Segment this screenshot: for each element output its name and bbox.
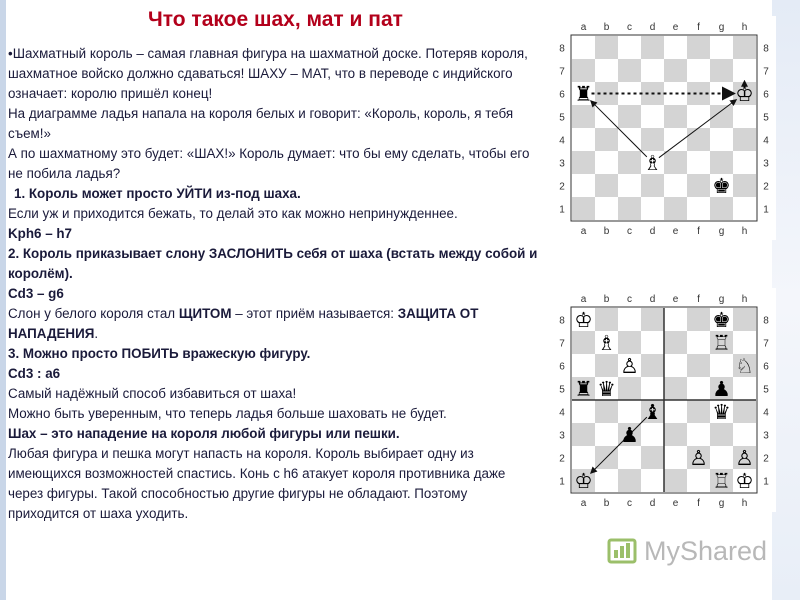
paragraph: Шах – это нападение на короля любой фигуры или пешки. <box>8 426 400 441</box>
rank-label: 1 <box>763 204 769 216</box>
black-queen-piece: ♛ <box>597 377 616 402</box>
rank-label: 4 <box>559 135 565 147</box>
file-label: g <box>718 294 725 305</box>
dark-square <box>664 105 687 128</box>
dark-square <box>664 197 687 220</box>
file-label: g <box>718 22 725 33</box>
file-label: e <box>672 226 679 237</box>
dark-square <box>572 105 595 128</box>
dark-square <box>595 36 618 59</box>
white-bishop-piece: ♗ <box>643 151 662 176</box>
rank-label: 2 <box>763 453 769 465</box>
light-square <box>641 423 664 446</box>
dark-square <box>595 128 618 151</box>
dark-square <box>641 128 664 151</box>
black-king-piece: ♚ <box>712 174 731 199</box>
paragraph: Самый надёжный способ избавиться от шаха! <box>8 386 297 401</box>
light-square <box>641 377 664 400</box>
light-square <box>664 36 687 59</box>
dark-square <box>664 59 687 82</box>
rank-label: 4 <box>763 135 769 147</box>
light-square <box>710 36 733 59</box>
paragraph: А по шахматному это будет: «ШАХ!» Король думает: что бы ему сделать, чтобы его не побила ладья? <box>8 146 530 181</box>
light-square <box>733 423 756 446</box>
dark-square <box>733 36 756 59</box>
dark-square <box>687 354 710 377</box>
dark-square <box>618 469 641 492</box>
dark-square <box>572 197 595 220</box>
rank-label: 5 <box>763 384 769 396</box>
file-label: f <box>697 498 700 509</box>
light-square <box>618 446 641 469</box>
dark-square <box>664 423 687 446</box>
light-square <box>733 377 756 400</box>
dark-square <box>595 174 618 197</box>
paragraph: Если уж и приходится бежать, то делай это как можно непринужденнее. <box>8 206 458 221</box>
file-label: g <box>718 226 725 237</box>
file-label: f <box>697 294 700 305</box>
rank-label: 8 <box>559 315 565 327</box>
dark-square <box>733 174 756 197</box>
light-square <box>595 423 618 446</box>
rank-label: 1 <box>559 476 565 488</box>
paragraph: 1. Король может просто УЙТИ из-под шаха. <box>14 186 301 201</box>
file-label: h <box>741 22 748 33</box>
light-square <box>710 354 733 377</box>
light-square <box>572 446 595 469</box>
white-bishop-piece: ♗ <box>597 331 616 356</box>
logo-text: MyShared <box>644 536 768 566</box>
file-label: b <box>603 498 610 509</box>
dark-square <box>618 59 641 82</box>
dark-square <box>595 354 618 377</box>
light-square <box>572 174 595 197</box>
light-square <box>687 331 710 354</box>
dark-square <box>618 331 641 354</box>
light-square <box>664 400 687 423</box>
light-square <box>664 174 687 197</box>
file-label: h <box>741 498 748 509</box>
dark-square <box>687 36 710 59</box>
dark-square <box>595 400 618 423</box>
file-label: d <box>649 498 656 509</box>
file-label: b <box>603 226 610 237</box>
light-square <box>618 400 641 423</box>
rank-label: 6 <box>559 89 565 101</box>
rank-label: 1 <box>763 476 769 488</box>
dark-square <box>572 423 595 446</box>
dark-square <box>687 128 710 151</box>
light-square <box>710 446 733 469</box>
rank-label: 3 <box>559 430 565 442</box>
paragraph: На диаграмме ладья напала на короля белых и говорит: «Король, король, я тебя съем!» <box>8 106 514 141</box>
file-label: a <box>580 294 587 305</box>
dark-square <box>710 423 733 446</box>
rank-label: 6 <box>763 89 769 101</box>
rank-label: 3 <box>763 430 769 442</box>
light-square <box>733 331 756 354</box>
rank-label: 8 <box>763 315 769 327</box>
dark-square <box>572 331 595 354</box>
light-square <box>687 423 710 446</box>
light-square <box>733 151 756 174</box>
light-square <box>572 354 595 377</box>
light-square <box>641 331 664 354</box>
black-king-piece: ♚ <box>712 308 731 333</box>
rank-label: 2 <box>763 181 769 193</box>
paragraph: 3. Можно просто ПОБИТЬ вражескую фигуру. <box>8 346 311 361</box>
file-label: e <box>672 22 679 33</box>
black-rook-piece: ♜ <box>574 82 593 107</box>
light-square <box>687 105 710 128</box>
dark-square <box>710 59 733 82</box>
black-bishop-piece: ♝ <box>643 400 662 425</box>
rank-label: 4 <box>559 407 565 419</box>
chess-diagram-check <box>552 16 776 240</box>
rank-label: 3 <box>559 158 565 170</box>
file-label: d <box>649 22 656 33</box>
paragraph: Можно быть уверенным, что теперь ладья больше шаховать не будет. <box>8 406 447 421</box>
myshared-logo-icon <box>606 537 638 567</box>
light-square <box>733 105 756 128</box>
dark-square <box>572 59 595 82</box>
file-label: c <box>627 498 632 509</box>
black-queen-piece: ♛ <box>712 400 731 425</box>
file-label: c <box>627 294 632 305</box>
light-square <box>641 105 664 128</box>
paragraph: •Шахматный король – самая главная фигура на шахматной доске. Потеряв короля, шахматное войско должно сдаваться! ШАХУ – МАТ, что в переводе с индийского означает: королю пришёл конец! <box>8 46 528 101</box>
light-square <box>595 469 618 492</box>
file-label: e <box>672 294 679 305</box>
dark-square <box>618 197 641 220</box>
chessboard <box>552 16 776 240</box>
white-pawn-piece: ♙ <box>620 354 639 379</box>
black-rook-piece: ♜ <box>574 377 593 402</box>
white-knight-piece: ♘ <box>735 354 754 379</box>
dark-square <box>733 308 756 331</box>
file-label: e <box>672 498 679 509</box>
rank-label: 6 <box>559 361 565 373</box>
light-square <box>687 59 710 82</box>
light-square <box>641 197 664 220</box>
dark-square <box>687 308 710 331</box>
light-square <box>595 59 618 82</box>
rank-label: 5 <box>763 112 769 124</box>
light-square <box>687 197 710 220</box>
rank-label: 4 <box>763 407 769 419</box>
dark-square <box>733 128 756 151</box>
dark-square <box>618 377 641 400</box>
dark-square <box>664 151 687 174</box>
light-square <box>595 197 618 220</box>
dark-square <box>710 197 733 220</box>
light-square <box>687 151 710 174</box>
light-square <box>687 469 710 492</box>
rank-label: 8 <box>763 43 769 55</box>
light-square <box>618 174 641 197</box>
file-label: h <box>741 294 748 305</box>
white-king-piece: ♔ <box>574 308 593 333</box>
dark-square <box>641 446 664 469</box>
light-square <box>733 59 756 82</box>
rank-label: 7 <box>763 66 769 78</box>
chess-diagram-quadrants <box>552 288 776 512</box>
file-label: c <box>627 226 632 237</box>
file-label: a <box>580 22 587 33</box>
dark-square <box>618 151 641 174</box>
light-square <box>687 377 710 400</box>
light-square <box>664 308 687 331</box>
slide-title: Что такое шах, мат и пат <box>148 8 403 31</box>
black-pawn-piece: ♟ <box>620 423 639 448</box>
file-label: g <box>718 498 725 509</box>
light-square <box>618 308 641 331</box>
rank-label: 7 <box>559 66 565 78</box>
dark-square <box>664 377 687 400</box>
paragraph: Cd3 : a6 <box>8 366 61 381</box>
white-rook-piece: ♖ <box>712 331 731 356</box>
light-square <box>710 128 733 151</box>
rank-label: 1 <box>559 204 565 216</box>
file-label: h <box>741 226 748 237</box>
dark-square <box>618 105 641 128</box>
black-pawn-piece: ♟ <box>712 377 731 402</box>
white-king-piece: ♔ <box>574 469 593 494</box>
light-square <box>664 354 687 377</box>
rank-label: 5 <box>559 384 565 396</box>
light-square <box>572 36 595 59</box>
paragraph: Слон у белого короля стал ЩИТОМ – этот приём называется: ЗАЩИТА ОТ НАПАДЕНИЯ. <box>8 306 479 341</box>
rank-label: 6 <box>763 361 769 373</box>
dark-square <box>664 469 687 492</box>
white-pawn-piece: ♙ <box>689 446 708 471</box>
dark-square <box>595 308 618 331</box>
dark-square <box>641 36 664 59</box>
file-label: c <box>627 22 632 33</box>
dark-square <box>710 151 733 174</box>
file-label: a <box>580 498 587 509</box>
paragraph: 2. Король приказывает слону ЗАСЛОНИТЬ себя от шаха (встать между собой и королём). <box>8 246 538 281</box>
file-label: b <box>603 22 610 33</box>
light-square <box>595 151 618 174</box>
white-king-piece: ♔ <box>735 469 754 494</box>
file-label: d <box>649 226 656 237</box>
chessboard <box>552 288 776 512</box>
emphasis-text: ЩИТОМ <box>178 306 232 321</box>
light-square <box>618 36 641 59</box>
paragraph: Cd3 – g6 <box>8 286 64 301</box>
dark-square <box>687 400 710 423</box>
file-label: f <box>697 22 700 33</box>
dark-square <box>733 400 756 423</box>
dark-square <box>687 174 710 197</box>
rank-label: 3 <box>763 158 769 170</box>
light-square <box>664 446 687 469</box>
file-label: a <box>580 226 587 237</box>
light-square <box>572 400 595 423</box>
light-square <box>572 128 595 151</box>
dark-square <box>664 331 687 354</box>
paragraph: Kph6 – h7 <box>8 226 72 241</box>
dark-square <box>641 174 664 197</box>
rank-label: 7 <box>763 338 769 350</box>
left-edge-stripe <box>0 0 6 600</box>
rank-label: 2 <box>559 181 565 193</box>
paragraph: Любая фигура и пешка могут напасть на короля. Король выбирает одну из имеющихся возможностей спастись. Конь с h6 атакует короля противника даже через фигуры. Такой способностью другие фигуры не обладают. Поэтому приходится от шаха уходить. <box>8 446 506 521</box>
rank-label: 5 <box>559 112 565 124</box>
rank-label: 8 <box>559 43 565 55</box>
white-rook-piece: ♖ <box>712 469 731 494</box>
file-label: f <box>697 226 700 237</box>
myshared-logo <box>606 536 767 567</box>
emphasis-text: ЗАЩИТА ОТ НАПАДЕНИЯ <box>8 306 479 341</box>
dark-square <box>641 308 664 331</box>
dark-square <box>641 354 664 377</box>
light-square <box>641 469 664 492</box>
white-king-piece: ♔ <box>735 82 754 107</box>
light-square <box>641 59 664 82</box>
file-label: d <box>649 294 656 305</box>
file-label: b <box>603 294 610 305</box>
dark-square <box>572 151 595 174</box>
rank-label: 7 <box>559 338 565 350</box>
right-decorative-panel <box>772 0 800 600</box>
rank-label: 2 <box>559 453 565 465</box>
white-pawn-piece: ♙ <box>735 446 754 471</box>
slide-body-text <box>8 44 538 524</box>
light-square <box>733 197 756 220</box>
